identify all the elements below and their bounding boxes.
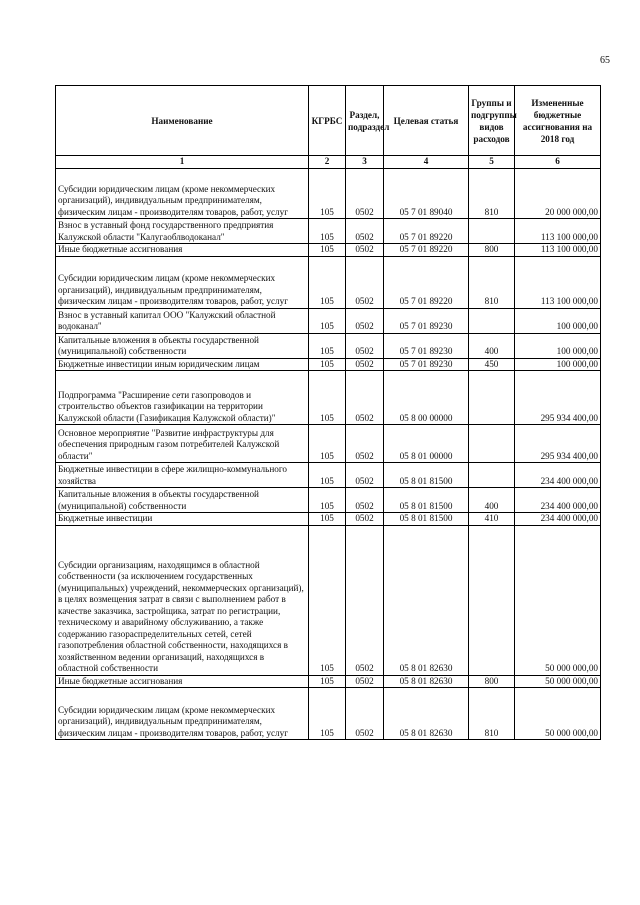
row-amount: 50 000 000,00 [515,525,601,675]
row-section: 0502 [346,256,384,308]
row-name: Взнос в уставный фонд государственного предприятия Калужской области "Калугаоблводоканал" [56,219,309,244]
column-number: 4 [384,156,469,169]
row-target: 05 8 00 00000 [384,371,469,425]
row-kgrbs: 105 [309,425,346,463]
row-name: Субсидии юридическим лицам (кроме некоммерческих организаций), индивидуальным предпринимателям, физическим лицам - производителям товаров, работ, услуг [56,256,309,308]
row-section: 0502 [346,371,384,425]
page-number: 65 [600,55,610,66]
header-groups: Группы и подгруппы видов расходов [469,86,515,156]
row-target: 05 8 01 81500 [384,513,469,526]
row-amount: 295 934 400,00 [515,371,601,425]
row-group [469,371,515,425]
row-section: 0502 [346,219,384,244]
row-target: 05 8 01 00000 [384,425,469,463]
table-row [56,513,601,526]
row-target: 05 7 01 89220 [384,244,469,257]
row-kgrbs: 105 [309,169,346,219]
row-kgrbs: 105 [309,219,346,244]
row-group: 810 [469,688,515,740]
row-target: 05 7 01 89230 [384,333,469,358]
row-section: 0502 [346,333,384,358]
table-row [56,244,601,257]
row-name: Взнос в уставный капитал ООО "Калужский областной водоканал" [56,308,309,333]
row-target: 05 8 01 81500 [384,463,469,488]
row-amount: 113 100 000,00 [515,256,601,308]
row-group [469,425,515,463]
table-row [56,525,601,675]
row-kgrbs: 105 [309,358,346,371]
row-kgrbs: 105 [309,463,346,488]
row-group: 400 [469,333,515,358]
row-amount: 50 000 000,00 [515,675,601,688]
column-number: 3 [346,156,384,169]
row-name: Бюджетные инвестиции в сфере жилищно-коммунального хозяйства [56,463,309,488]
table-row [56,308,601,333]
row-group: 450 [469,358,515,371]
row-target: 05 7 01 89230 [384,358,469,371]
column-number: 1 [56,156,309,169]
row-section: 0502 [346,525,384,675]
column-number: 6 [515,156,601,169]
row-amount: 234 400 000,00 [515,488,601,513]
table-row [56,333,601,358]
row-section: 0502 [346,513,384,526]
row-group: 400 [469,488,515,513]
header-section: Раздел, подраздел [346,86,384,156]
row-section: 0502 [346,308,384,333]
row-section: 0502 [346,244,384,257]
header-amount: Измененные бюджетные ассигнования на 2018 год [515,86,601,156]
table-row [56,256,601,308]
row-kgrbs: 105 [309,244,346,257]
row-amount: 100 000,00 [515,358,601,371]
row-kgrbs: 105 [309,333,346,358]
row-amount: 100 000,00 [515,308,601,333]
row-section: 0502 [346,169,384,219]
row-target: 05 8 01 82630 [384,688,469,740]
row-kgrbs: 105 [309,525,346,675]
table-row [56,688,601,740]
row-group: 800 [469,244,515,257]
row-name: Подпрограмма "Расширение сети газопроводов и строительство объектов газификации на территории Калужской области (Газификация Калужской области)" [56,371,309,425]
row-name: Субсидии юридическим лицам (кроме некоммерческих организаций), индивидуальным предпринимателям, физическим лицам - производителям товаров, работ, услуг [56,688,309,740]
column-number: 5 [469,156,515,169]
row-name: Бюджетные инвестиции иным юридическим лицам [56,358,309,371]
row-section: 0502 [346,688,384,740]
row-name: Иные бюджетные ассигнования [56,675,309,688]
row-group: 810 [469,169,515,219]
row-group [469,219,515,244]
row-name: Бюджетные инвестиции [56,513,309,526]
header-kgrbs: КГРБС [309,86,346,156]
row-group [469,525,515,675]
row-amount: 234 400 000,00 [515,513,601,526]
table-row [56,463,601,488]
table-row [56,488,601,513]
row-amount: 20 000 000,00 [515,169,601,219]
row-kgrbs: 105 [309,256,346,308]
row-amount: 113 100 000,00 [515,244,601,257]
row-section: 0502 [346,675,384,688]
table-row [56,371,601,425]
row-name: Субсидии юридическим лицам (кроме некоммерческих организаций), индивидуальным предпринимателям, физическим лицам - производителям товаров, работ, услуг [56,169,309,219]
row-section: 0502 [346,463,384,488]
row-amount: 113 100 000,00 [515,219,601,244]
row-target: 05 7 01 89230 [384,308,469,333]
row-group [469,308,515,333]
row-group [469,463,515,488]
row-group: 410 [469,513,515,526]
row-section: 0502 [346,425,384,463]
row-name: Капитальные вложения в объекты государственной (муниципальной) собственности [56,488,309,513]
row-amount: 234 400 000,00 [515,463,601,488]
row-target: 05 7 01 89040 [384,169,469,219]
row-name: Субсидии организациям, находящимся в областной собственности (за исключением государственных (муниципальных) учреждений, некоммерческих организаций), в целях возмещения затрат в связи с выполнением работ в качестве заказчика, застройщика, затрат по регистрации, техническому и аварийному обслуживанию, а также содержанию газораспределительных сетей, сетей газопотребления областной собственности, находящихся в хозяйственном ведении организаций, находящихся в областной собственности [56,525,309,675]
row-amount: 100 000,00 [515,333,601,358]
column-number-row [56,156,601,169]
row-kgrbs: 105 [309,513,346,526]
column-number: 2 [309,156,346,169]
row-section: 0502 [346,488,384,513]
row-target: 05 7 01 89220 [384,219,469,244]
table-row [56,358,601,371]
row-name: Основное мероприятие "Развитие инфраструктуры для обеспечения природным газом потребителей Калужской области" [56,425,309,463]
row-kgrbs: 105 [309,308,346,333]
row-amount: 50 000 000,00 [515,688,601,740]
row-target: 05 8 01 82630 [384,675,469,688]
row-kgrbs: 105 [309,488,346,513]
row-amount: 295 934 400,00 [515,425,601,463]
table-row [56,169,601,219]
row-name: Иные бюджетные ассигнования [56,244,309,257]
table-row [56,219,601,244]
header-name: Наименование [56,86,309,156]
row-group: 810 [469,256,515,308]
table-row [56,425,601,463]
row-name: Капитальные вложения в объекты государственной (муниципальной) собственности [56,333,309,358]
row-kgrbs: 105 [309,688,346,740]
table-row [56,675,601,688]
budget-table [55,85,601,740]
header-target: Целевая статья [384,86,469,156]
row-target: 05 8 01 81500 [384,488,469,513]
row-kgrbs: 105 [309,371,346,425]
row-section: 0502 [346,358,384,371]
row-group: 800 [469,675,515,688]
row-target: 05 7 01 89220 [384,256,469,308]
header-row [56,86,601,156]
row-target: 05 8 01 82630 [384,525,469,675]
row-kgrbs: 105 [309,675,346,688]
